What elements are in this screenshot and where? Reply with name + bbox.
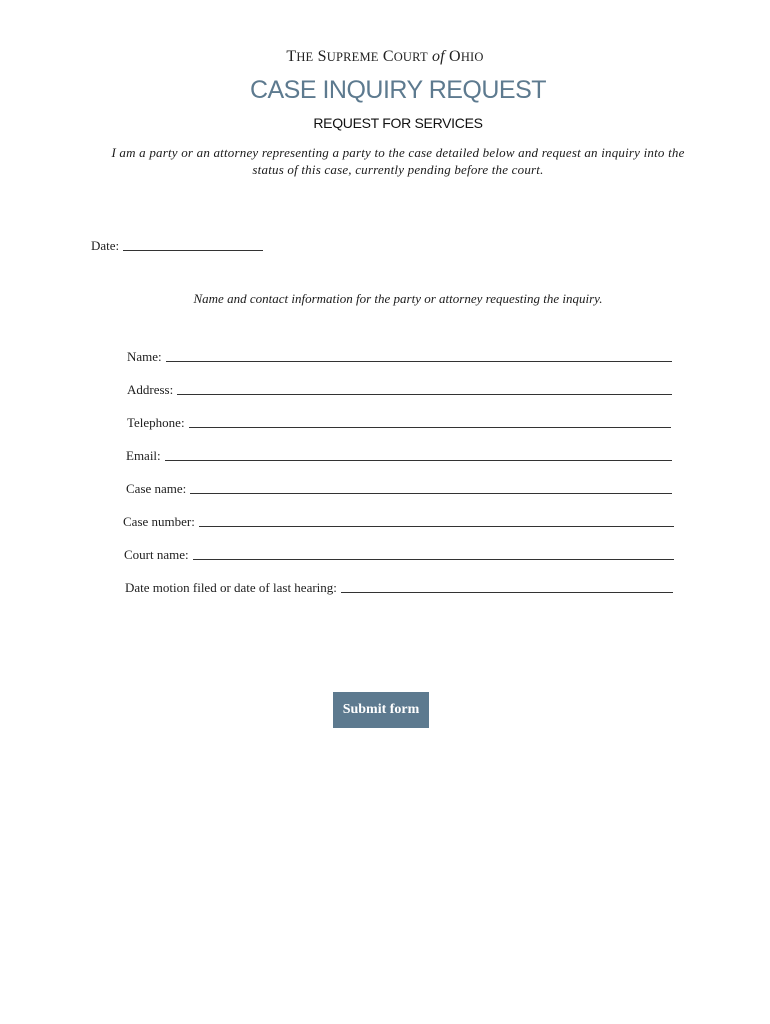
case-number-input-line[interactable] — [199, 526, 674, 527]
date-input-line[interactable] — [123, 250, 263, 251]
telephone-field[interactable] — [127, 413, 671, 431]
intro-statement: I am a party or an attorney representing a party to the case detailed below and request an inquiry into the status of this case, currently pending before the court. — [111, 145, 685, 177]
form-title: CASE INQUIRY REQUEST — [249, 76, 547, 104]
court-name-heading — [0, 48, 770, 66]
case-number-label: Case number: — [123, 514, 195, 529]
court-the-rest: HE — [296, 50, 314, 64]
submit-form-button[interactable]: Submit form — [333, 692, 429, 728]
court-name-label: Court name: — [124, 547, 189, 562]
court-name-field[interactable] — [124, 545, 674, 563]
address-label: Address: — [127, 382, 174, 397]
name-label: Name: — [127, 349, 162, 364]
case-number-field[interactable] — [123, 512, 674, 530]
date-motion-input-line[interactable] — [341, 592, 673, 593]
address-input-line[interactable] — [177, 394, 672, 395]
court-supreme-rest: UPREME — [326, 50, 379, 64]
court-of: of — [431, 48, 445, 65]
date-motion-label: Date motion filed or date of last hearing: — [125, 580, 337, 595]
court-ohio-rest: HIO — [460, 50, 484, 64]
court-ohio-initial: O — [449, 48, 461, 65]
case-name-input-line[interactable] — [190, 493, 672, 494]
email-field[interactable] — [126, 446, 672, 464]
case-name-label: Case name: — [126, 481, 187, 496]
court-name-input-line[interactable] — [193, 559, 674, 560]
date-field[interactable] — [91, 236, 263, 254]
name-input-line[interactable] — [166, 361, 672, 362]
date-label: Date: — [91, 238, 120, 253]
contact-instruction: Name and contact information for the party or attorney requesting the inquiry. — [193, 291, 603, 306]
name-field[interactable] — [127, 347, 672, 365]
telephone-label: Telephone: — [127, 415, 185, 430]
form-subtitle: REQUEST FOR SERVICES — [313, 115, 483, 131]
address-field[interactable] — [127, 380, 672, 398]
court-the-initial: T — [286, 48, 297, 65]
case-name-field[interactable] — [126, 479, 672, 497]
email-input-line[interactable] — [165, 460, 672, 461]
court-supreme-initial: S — [317, 48, 327, 65]
date-motion-field[interactable] — [125, 578, 673, 596]
telephone-input-line[interactable] — [189, 427, 671, 428]
email-label: Email: — [126, 448, 161, 463]
court-court-rest: OURT — [393, 50, 428, 64]
court-court-initial: C — [382, 48, 394, 65]
